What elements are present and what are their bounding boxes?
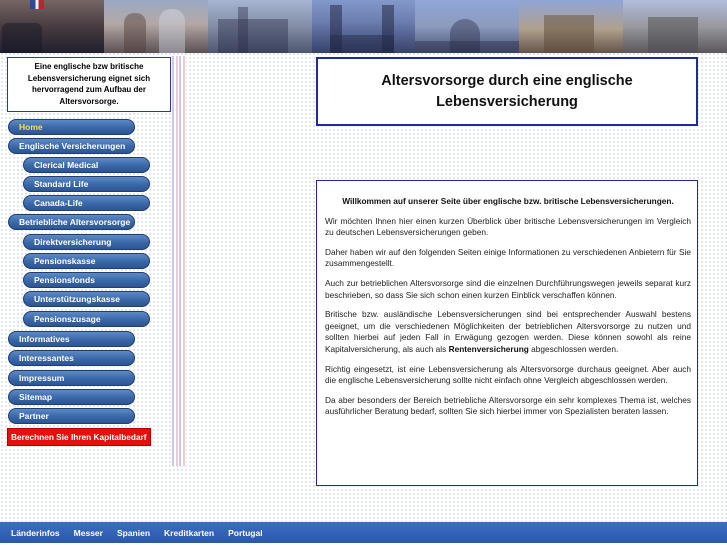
- nav-home[interactable]: Home: [8, 119, 135, 135]
- banner-photo-people: [104, 0, 208, 53]
- paragraph-advice: Da aber besonders der Bereich betriebliche Altersvorsorge ein sehr komplexes Thema ist, welches ausführlicher Beratung bedarf, sollten Sie sich hierbei immer von Spezialisten beraten lassen.: [325, 394, 691, 417]
- decorative-stripes: [172, 56, 186, 466]
- paragraph-overview: Wir möchten Ihnen hier einen kurzen Überblick über britische Lebensversicherungen im Vergleich zu deutschen Lebensversicherungen geben.: [325, 215, 691, 238]
- nav-impressum[interactable]: Impressum: [8, 370, 135, 386]
- nav-clerical-medical[interactable]: Clerical Medical: [23, 157, 150, 173]
- footer-link-messer[interactable]: Messer: [73, 527, 103, 538]
- nav-pensionskasse[interactable]: Pensionskasse: [23, 253, 150, 269]
- paragraph-providers: Daher haben wir auf den folgenden Seiten einige Informationen zu verschiedenen Anbietern für Sie zusammengestellt.: [325, 246, 691, 269]
- nav-sitemap[interactable]: Sitemap: [8, 389, 135, 405]
- calculate-capital-button[interactable]: Berechnen Sie Ihren Kapitalbedarf: [7, 428, 151, 446]
- union-flag-icon: [30, 0, 44, 9]
- nav-unterstuetzungskasse[interactable]: Unterstützungskasse: [23, 291, 150, 307]
- page-title-box: [316, 57, 698, 126]
- intro-box: [7, 57, 171, 112]
- footer-link-portugal[interactable]: Portugal: [228, 527, 263, 538]
- banner-photo-tower-of-london: [623, 0, 727, 53]
- footer-nav: [0, 522, 727, 543]
- nav-pensionsfonds[interactable]: Pensionsfonds: [23, 272, 150, 288]
- header-banner: [0, 0, 727, 53]
- footer-link-spanien[interactable]: Spanien: [116, 527, 151, 538]
- nav-canada-life[interactable]: Canada-Life: [23, 195, 150, 211]
- nav-partner[interactable]: Partner: [8, 408, 135, 424]
- page-title-line2: Lebensversicherung: [436, 93, 578, 110]
- paragraph-occupational: Auch zur betrieblichen Altersvorsorge sind die einzelnen Durchführungswegen jeweils separat kurz beschrieben, so dass Sie sich schon einen kurzen Einblick verschaffen können.: [325, 277, 691, 300]
- page-title-line1: Altersvorsorge durch eine englische: [381, 72, 633, 89]
- nav-interessantes[interactable]: Interessantes: [8, 350, 135, 366]
- page-title: [381, 71, 632, 113]
- nav-direktversicherung[interactable]: Direktversicherung: [23, 234, 150, 250]
- banner-photo-st-pauls: [415, 0, 519, 53]
- welcome-heading: Willkommen auf unserer Seite über englische bzw. britische Lebensversicherungen.: [342, 196, 674, 206]
- footer-link-laenderinfos[interactable]: Länderinfos: [11, 527, 60, 538]
- banner-photo-tower-bridge: [312, 0, 416, 53]
- nav-standard-life[interactable]: Standard Life: [23, 176, 150, 192]
- banner-photo-abbey: [208, 0, 312, 53]
- nav-pensionszusage[interactable]: Pensionszusage: [23, 311, 150, 327]
- main-content: [316, 180, 698, 486]
- intro-text: Eine englische bzw britische Lebensversicherung eignet sich hervorragend zum Aufbau der Altersvorsorge.: [27, 62, 151, 106]
- nav-informatives[interactable]: Informatives: [8, 331, 135, 347]
- banner-photo-college: [519, 0, 623, 53]
- rentenversicherung-bold: Rentenversicherung: [448, 343, 529, 354]
- footer-link-kreditkarten[interactable]: Kreditkarten: [164, 527, 215, 538]
- nav-betriebliche-altersvorsorge[interactable]: Betriebliche Altersvorsorge: [8, 214, 135, 230]
- paragraph-suitability: Richtig eingesetzt, ist eine Lebensversicherung als Altersvorsorge durchaus geeignet. Aber auch die englische Lebensversicherung sollte nicht einfach ohne Vergleich abgeschlossen werden.: [325, 363, 691, 386]
- banner-photo-car: [0, 0, 104, 53]
- paragraph-british-insurance: Britische bzw. ausländische Lebensversicherungen sind bei entsprechender Auswahl bestens geeignet, um die verschiedenen Möglichkeiten der betrieblichen Altersvorsorge zu nutzen und sollten hierbei auf jeden Fall in Erwägung gezogen werden. Diese können sowohl als reine Kapitalversicherung, als auch als Rentenversicherung abgeschlossen werden.: [325, 309, 691, 354]
- nav-englische-versicherungen[interactable]: Englische Versicherungen: [8, 138, 135, 154]
